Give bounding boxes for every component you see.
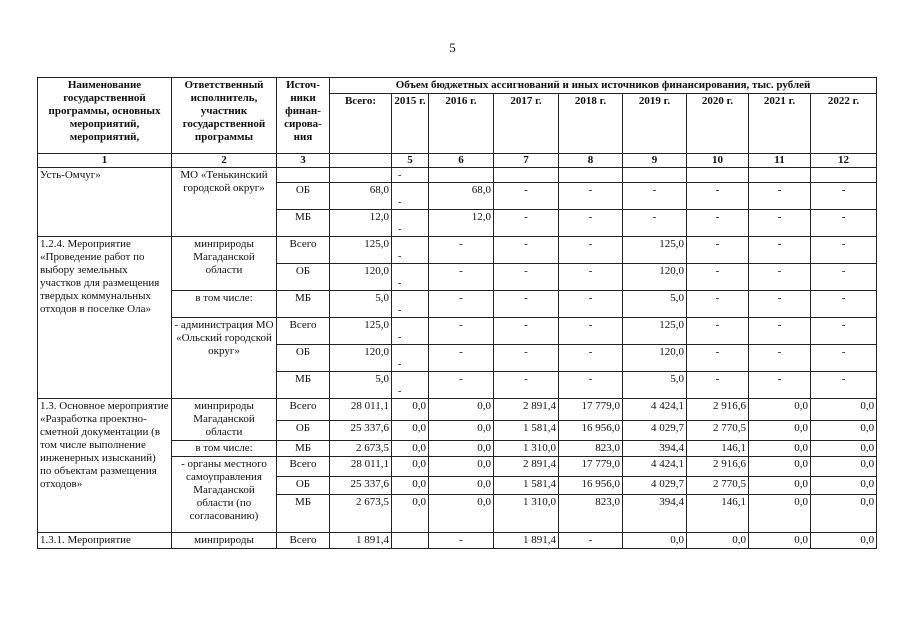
- program-name-cell: 1.2.4. Мероприятие «Проведение работ по выбору земельных участков для размещения твердых коммунальных отходов в поселке Ола»: [38, 237, 172, 399]
- value-cell-2015: [392, 237, 429, 264]
- value-cell: 0,0: [623, 533, 687, 549]
- value-cell: -: [749, 210, 811, 237]
- value-cell: -: [749, 345, 811, 372]
- value-cell-total: 120,0: [330, 264, 392, 291]
- value-cell-2015: [392, 168, 429, 183]
- header-year: 2019 г.: [623, 94, 687, 154]
- value-cell-2015: [392, 318, 429, 345]
- value-cell: -: [749, 318, 811, 345]
- value-cell: 0,0: [429, 477, 494, 495]
- value-cell: 394,4: [623, 441, 687, 457]
- dash-mark: -: [398, 359, 402, 370]
- value-cell-total: 5,0: [330, 291, 392, 318]
- value-cell: -: [494, 291, 559, 318]
- value-cell-total: 28 011,1: [330, 457, 392, 477]
- value-cell: -: [559, 345, 623, 372]
- value-cell: -: [429, 372, 494, 399]
- value-cell: -: [429, 318, 494, 345]
- value-cell: -: [494, 318, 559, 345]
- value-cell: 0,0: [811, 457, 877, 477]
- header-name: Наименование государственной программы, основных мероприятий, мероприятий,: [38, 78, 172, 154]
- value-cell: 0,0: [811, 399, 877, 421]
- dash-mark: -: [398, 251, 402, 262]
- value-cell: -: [429, 533, 494, 549]
- value-cell: 0,0: [429, 495, 494, 533]
- value-cell: 1 581,4: [494, 477, 559, 495]
- dash-mark: -: [398, 386, 402, 397]
- value-cell: 125,0: [623, 318, 687, 345]
- value-cell: -: [494, 372, 559, 399]
- value-cell: -: [811, 210, 877, 237]
- column-number: 9: [623, 154, 687, 168]
- value-cell: -: [749, 372, 811, 399]
- value-cell: 4 424,1: [623, 399, 687, 421]
- dash-mark: -: [398, 197, 402, 208]
- column-number: [330, 154, 392, 168]
- value-cell: -: [494, 237, 559, 264]
- table-row: [38, 399, 877, 421]
- value-cell: -: [559, 264, 623, 291]
- source-cell: МБ: [277, 210, 330, 237]
- header-year: 2018 г.: [559, 94, 623, 154]
- value-cell: 0,0: [429, 457, 494, 477]
- source-cell: ОБ: [277, 421, 330, 441]
- dash-mark: -: [398, 305, 402, 316]
- value-cell-total: 12,0: [330, 210, 392, 237]
- source-cell: Всего: [277, 399, 330, 421]
- value-cell: -: [749, 264, 811, 291]
- value-cell: 0,0: [811, 533, 877, 549]
- dash-mark: -: [398, 278, 402, 289]
- column-number: 7: [494, 154, 559, 168]
- column-number: 8: [559, 154, 623, 168]
- value-cell: 394,4: [623, 495, 687, 533]
- source-cell: МБ: [277, 495, 330, 533]
- value-cell: [559, 168, 623, 183]
- header-year: 2022 г.: [811, 94, 877, 154]
- executor-cell: минприроды Магаданской области: [172, 399, 277, 441]
- column-number: 3: [277, 154, 330, 168]
- source-cell: Всего: [277, 457, 330, 477]
- value-cell: 4 029,7: [623, 421, 687, 441]
- value-cell: [623, 168, 687, 183]
- value-cell: 2 770,5: [687, 477, 749, 495]
- value-cell: -: [429, 237, 494, 264]
- page-number: 5: [449, 40, 456, 55]
- value-cell: 0,0: [811, 495, 877, 533]
- value-cell: 2 770,5: [687, 421, 749, 441]
- value-cell: -: [749, 183, 811, 210]
- value-cell: [749, 168, 811, 183]
- value-cell-2015: [392, 345, 429, 372]
- header-executor: Ответственный исполнитель, участник государственной программы: [172, 78, 277, 154]
- value-cell: -: [623, 210, 687, 237]
- source-cell: МБ: [277, 291, 330, 318]
- value-cell: -: [559, 210, 623, 237]
- value-cell: 0,0: [749, 533, 811, 549]
- dash-mark: -: [398, 170, 402, 181]
- value-cell: 0,0: [749, 457, 811, 477]
- value-cell-2015: [392, 372, 429, 399]
- column-number: 10: [687, 154, 749, 168]
- value-cell-total: 25 337,6: [330, 421, 392, 441]
- value-cell: 0,0: [392, 495, 429, 533]
- value-cell: 146,1: [687, 441, 749, 457]
- value-cell: 0,0: [749, 441, 811, 457]
- value-cell: 0,0: [429, 441, 494, 457]
- executor-cell: в том числе:: [172, 441, 277, 457]
- value-cell-2015: [392, 264, 429, 291]
- value-cell: -: [687, 318, 749, 345]
- value-cell: 16 956,0: [559, 477, 623, 495]
- value-cell: -: [687, 291, 749, 318]
- value-cell-2015: [392, 291, 429, 318]
- value-cell: 5,0: [623, 372, 687, 399]
- source-cell: Всего: [277, 533, 330, 549]
- value-cell: 0,0: [429, 399, 494, 421]
- financing-table: [37, 77, 877, 549]
- value-cell: 0,0: [811, 477, 877, 495]
- value-cell: -: [559, 533, 623, 549]
- value-cell: 1 891,4: [494, 533, 559, 549]
- source-cell: МБ: [277, 441, 330, 457]
- value-cell: 17 779,0: [559, 399, 623, 421]
- value-cell: 1 310,0: [494, 441, 559, 457]
- value-cell: -: [429, 345, 494, 372]
- header-volume: Объем бюджетных ассигнований и иных источников финансирования, тыс. рублей: [330, 78, 877, 94]
- source-cell: ОБ: [277, 477, 330, 495]
- value-cell: 0,0: [749, 495, 811, 533]
- value-cell-total: 1 891,4: [330, 533, 392, 549]
- value-cell: 2 916,6: [687, 399, 749, 421]
- value-cell: 146,1: [687, 495, 749, 533]
- value-cell-total: 120,0: [330, 345, 392, 372]
- value-cell-2015: [392, 210, 429, 237]
- value-cell: 12,0: [429, 210, 494, 237]
- value-cell: 120,0: [623, 345, 687, 372]
- value-cell: -: [811, 372, 877, 399]
- value-cell: 4 424,1: [623, 457, 687, 477]
- value-cell-total: 5,0: [330, 372, 392, 399]
- value-cell: 17 779,0: [559, 457, 623, 477]
- source-cell: ОБ: [277, 345, 330, 372]
- column-number: 6: [429, 154, 494, 168]
- value-cell: 0,0: [392, 457, 429, 477]
- value-cell: -: [559, 183, 623, 210]
- value-cell: 0,0: [429, 421, 494, 441]
- value-cell: -: [687, 210, 749, 237]
- source-cell: ОБ: [277, 264, 330, 291]
- header-source: Источ-ники финан-сирова-ния: [277, 78, 330, 154]
- table-header: [38, 78, 877, 168]
- value-cell: -: [811, 264, 877, 291]
- dash-mark: -: [398, 332, 402, 343]
- header-total: Всего:: [330, 94, 392, 154]
- value-cell: -: [494, 264, 559, 291]
- executor-cell: МО «Тенькинский городской округ»: [172, 168, 277, 237]
- value-cell: [811, 168, 877, 183]
- value-cell: 0,0: [811, 421, 877, 441]
- value-cell-total: 28 011,1: [330, 399, 392, 421]
- value-cell: -: [494, 183, 559, 210]
- source-cell: Всего: [277, 318, 330, 345]
- program-name-cell: 1.3. Основное мероприятие «Разработка проектно-сметной документации (в том числе выполнение инженерных изысканий) по объектам размещения отходов»: [38, 399, 172, 533]
- program-name-cell: 1.3.1. Мероприятие: [38, 533, 172, 549]
- executor-cell: минприроды: [172, 533, 277, 549]
- value-cell: -: [811, 345, 877, 372]
- value-cell: 68,0: [429, 183, 494, 210]
- value-cell: [494, 168, 559, 183]
- value-cell: -: [559, 318, 623, 345]
- value-cell: 2 891,4: [494, 399, 559, 421]
- value-cell: 120,0: [623, 264, 687, 291]
- source-cell: Всего: [277, 237, 330, 264]
- value-cell: 4 029,7: [623, 477, 687, 495]
- column-number: 1: [38, 154, 172, 168]
- column-number: 11: [749, 154, 811, 168]
- value-cell: -: [687, 372, 749, 399]
- value-cell: 823,0: [559, 441, 623, 457]
- header-year: 2021 г.: [749, 94, 811, 154]
- column-number: 5: [392, 154, 429, 168]
- value-cell: -: [623, 183, 687, 210]
- value-cell: 823,0: [559, 495, 623, 533]
- value-cell: -: [687, 345, 749, 372]
- executor-cell: в том числе:: [172, 291, 277, 318]
- value-cell: -: [494, 345, 559, 372]
- value-cell-total: 125,0: [330, 237, 392, 264]
- value-cell: 0,0: [392, 399, 429, 421]
- column-number: 2: [172, 154, 277, 168]
- table-row: [38, 533, 877, 549]
- value-cell: 2 891,4: [494, 457, 559, 477]
- value-cell: 0,0: [749, 399, 811, 421]
- source-cell: [277, 168, 330, 183]
- value-cell: 0,0: [687, 533, 749, 549]
- value-cell: -: [811, 183, 877, 210]
- value-cell: -: [687, 264, 749, 291]
- value-cell: 0,0: [749, 477, 811, 495]
- value-cell-2015: [392, 183, 429, 210]
- value-cell: 1 310,0: [494, 495, 559, 533]
- table-row: [38, 237, 877, 264]
- value-cell: 1 581,4: [494, 421, 559, 441]
- value-cell: -: [687, 183, 749, 210]
- value-cell: [429, 168, 494, 183]
- column-number: 12: [811, 154, 877, 168]
- executor-cell: минприроды Магаданской области: [172, 237, 277, 291]
- header-year: 2015 г.: [392, 94, 429, 154]
- source-cell: МБ: [277, 372, 330, 399]
- value-cell: [687, 168, 749, 183]
- value-cell-total: 125,0: [330, 318, 392, 345]
- value-cell-total: [330, 168, 392, 183]
- value-cell: -: [494, 210, 559, 237]
- value-cell: 0,0: [811, 441, 877, 457]
- executor-cell: - администрация МО «Ольский городской округ»: [172, 318, 277, 399]
- value-cell: 0,0: [749, 421, 811, 441]
- dash-mark: -: [398, 224, 402, 235]
- program-name-cell: Усть-Омчуг»: [38, 168, 172, 237]
- value-cell: 0,0: [392, 441, 429, 457]
- value-cell: 0,0: [392, 477, 429, 495]
- value-cell: -: [749, 291, 811, 318]
- value-cell: 16 956,0: [559, 421, 623, 441]
- value-cell-total: 68,0: [330, 183, 392, 210]
- value-cell: -: [811, 291, 877, 318]
- value-cell-total: 2 673,5: [330, 441, 392, 457]
- value-cell: -: [559, 372, 623, 399]
- column-number-row: [38, 154, 877, 168]
- value-cell: -: [429, 264, 494, 291]
- value-cell: -: [687, 237, 749, 264]
- value-cell: -: [811, 318, 877, 345]
- value-cell: 5,0: [623, 291, 687, 318]
- table-row: [38, 168, 877, 183]
- value-cell: [392, 533, 429, 549]
- executor-cell: - органы местного самоуправления Магаданской области (по согласованию): [172, 457, 277, 533]
- source-cell: ОБ: [277, 183, 330, 210]
- value-cell: -: [749, 237, 811, 264]
- header-year: 2016 г.: [429, 94, 494, 154]
- value-cell: 2 916,6: [687, 457, 749, 477]
- value-cell: -: [559, 237, 623, 264]
- header-year: 2017 г.: [494, 94, 559, 154]
- table-body: [38, 168, 877, 549]
- value-cell-total: 25 337,6: [330, 477, 392, 495]
- header-year: 2020 г.: [687, 94, 749, 154]
- value-cell: 0,0: [392, 421, 429, 441]
- value-cell: -: [559, 291, 623, 318]
- value-cell: -: [429, 291, 494, 318]
- value-cell: -: [811, 237, 877, 264]
- value-cell-total: 2 673,5: [330, 495, 392, 533]
- value-cell: 125,0: [623, 237, 687, 264]
